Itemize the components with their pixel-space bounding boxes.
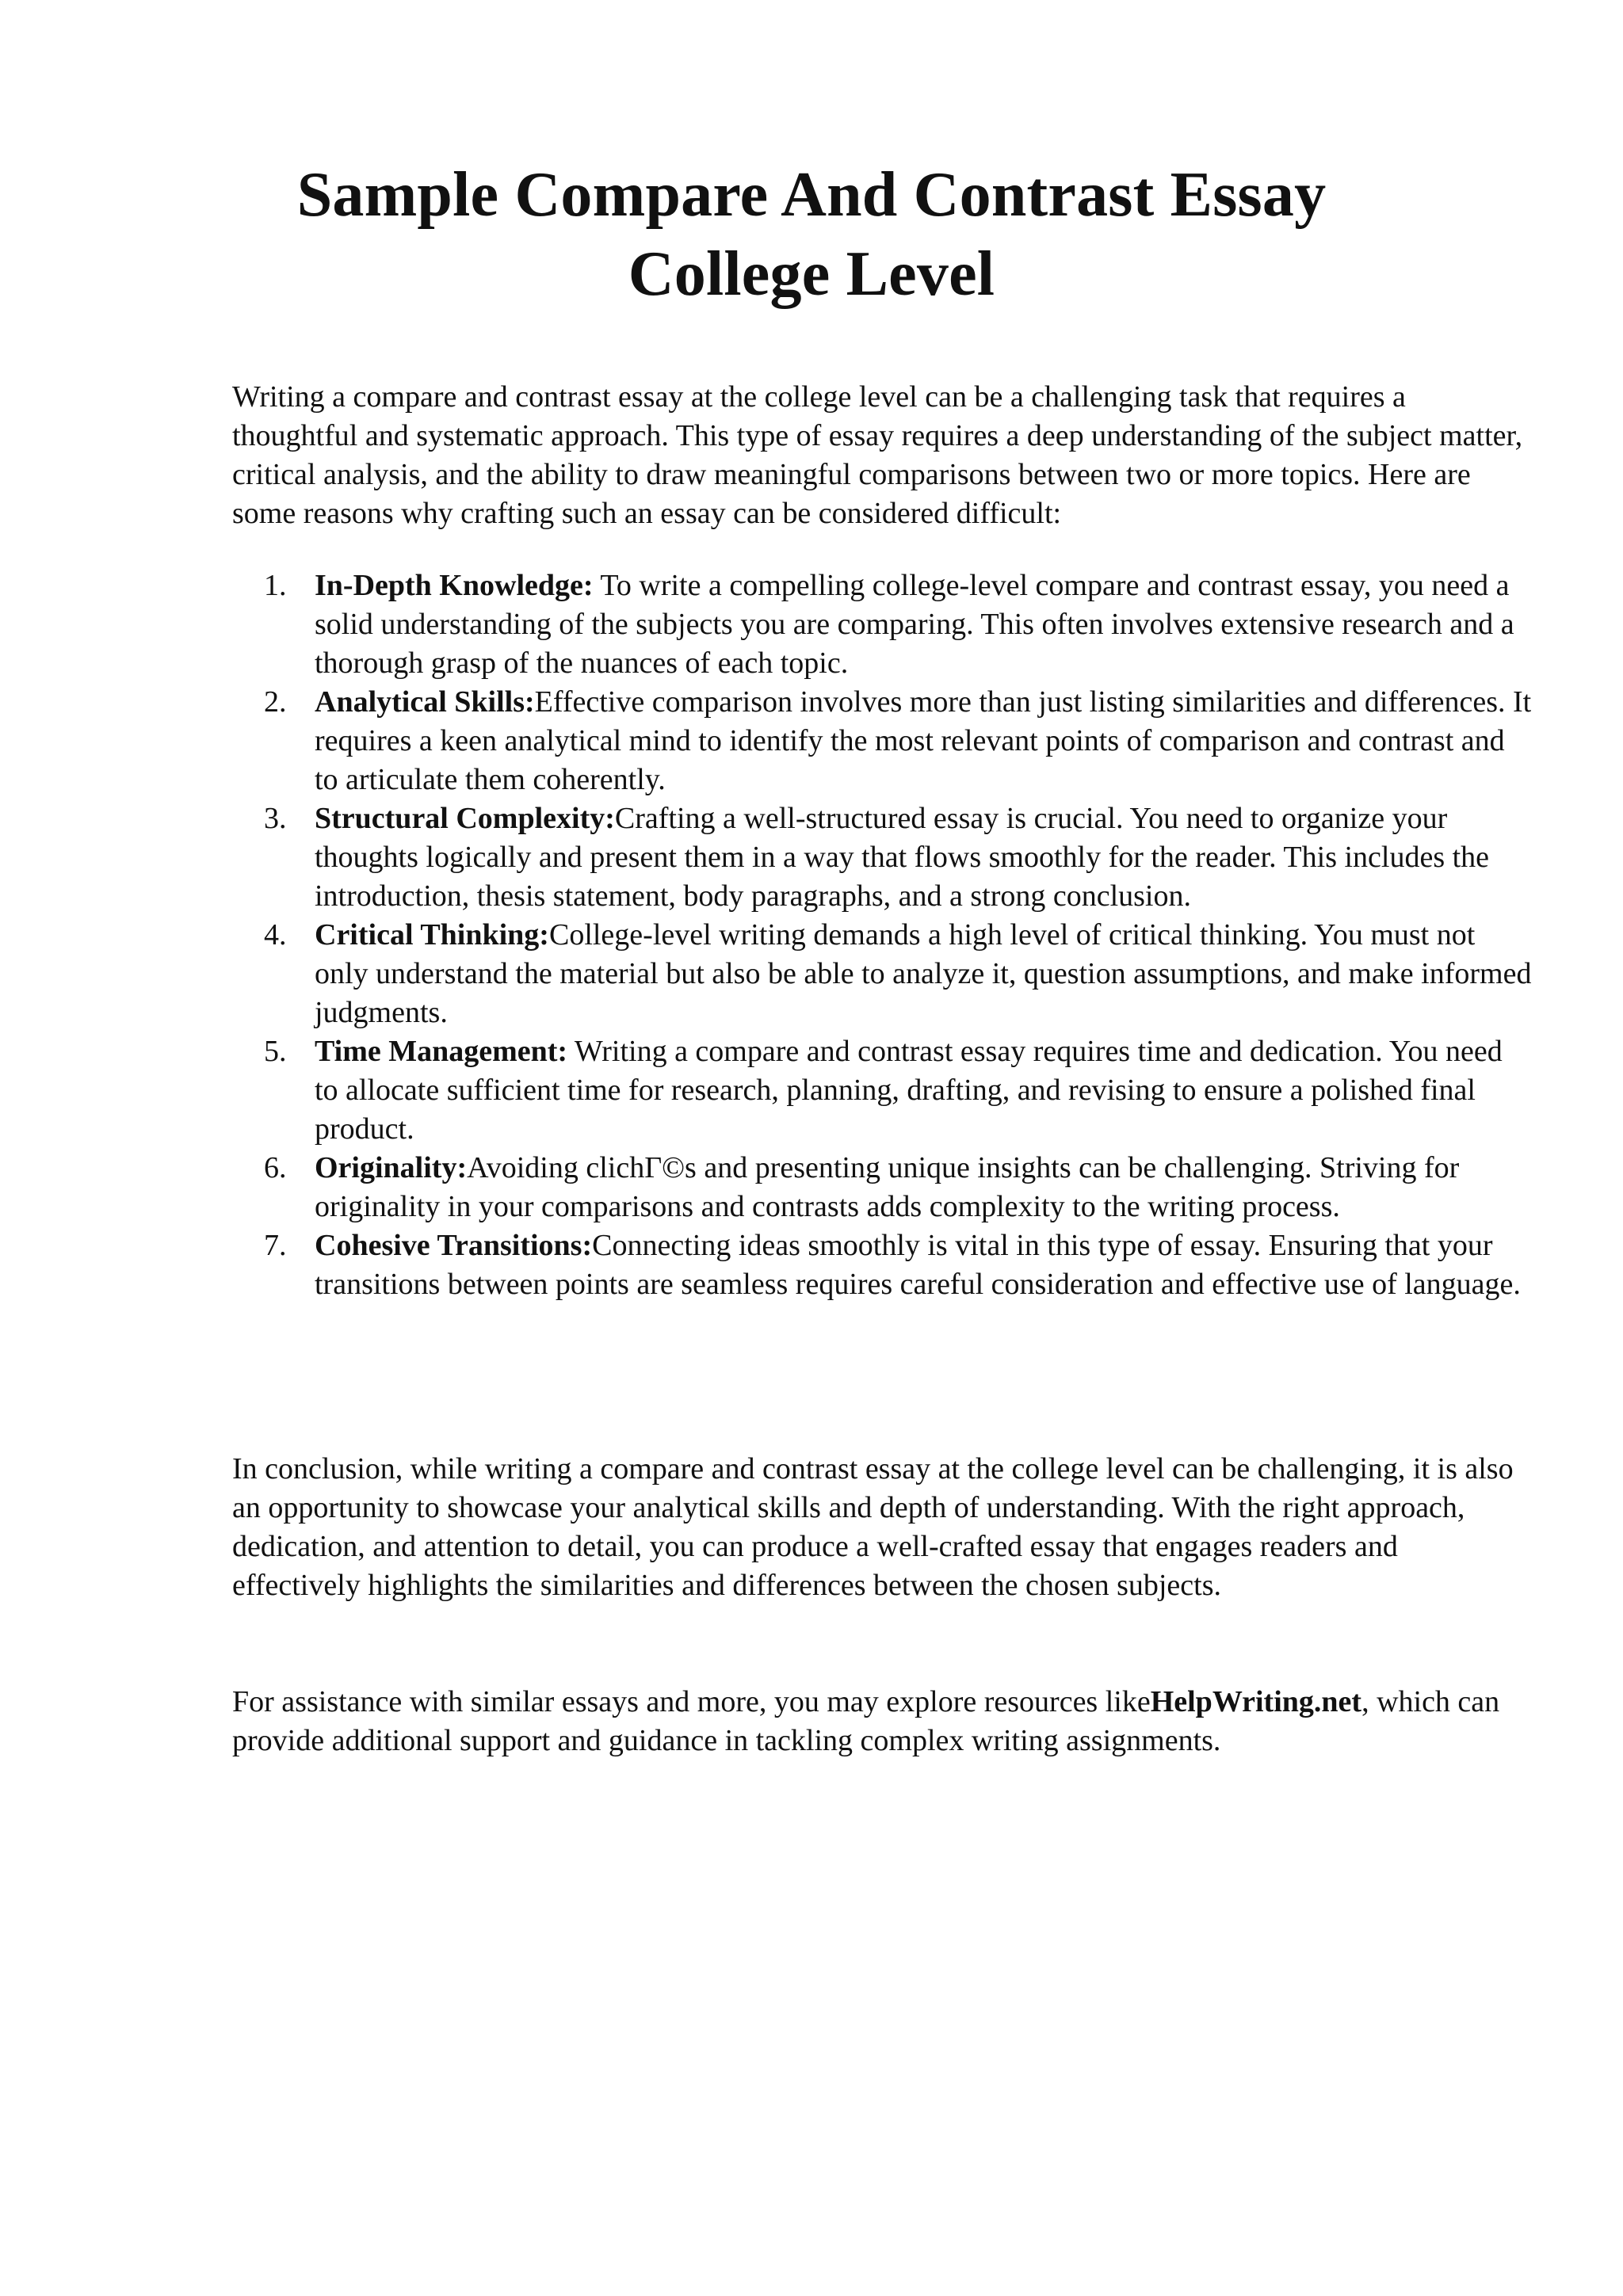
list-item-text: Crafting a well-structured essay is crucial. You need to organize your thoughts logically and present them in a way that flows smoothly for the reader. This includes the introduction, thesis statement, body paragraphs, and a strong conclusion.	[315, 802, 1490, 913]
assistance-text-before: For assistance with similar essays and more, you may explore resources like	[232, 1685, 1151, 1718]
list-item-text: Connecting ideas smoothly is vital in this type of essay. Ensuring that your transitions between points are seamless requires careful consideration and effective use of language.	[315, 1229, 1521, 1301]
list-item-text: To write a compelling college-level compare and contrast essay, you need a solid understanding of the subjects you are comparing. This often involves extensive research and a thorough grasp of the nuances of each topic.	[315, 569, 1514, 680]
intro-paragraph: Writing a compare and contrast essay at the college level can be a challenging task that requires a thoughtful and systematic approach. This type of essay requires a deep understanding of the subject matter, critical analysis, and the ability to draw meaningful comparisons between two or more topics. Here are some reasons why crafting such an essay can be considered difficult:	[232, 380, 1523, 530]
list-item	[232, 799, 1532, 916]
reasons-list	[232, 566, 1532, 1304]
helpwriting-link[interactable]: HelpWriting.net	[1150, 1685, 1362, 1718]
list-item	[232, 683, 1532, 799]
list-item-text: Avoiding clichГ©s and presenting unique insights can be challenging. Striving for originality in your comparisons and contrasts adds complexity to the writing process.	[315, 1151, 1460, 1223]
title-line-1: Sample Compare And Contrast Essay	[296, 160, 1327, 230]
list-item	[232, 566, 1532, 683]
list-item-term: Analytical Skills:	[315, 685, 535, 719]
list-item	[232, 916, 1532, 1032]
list-item-term: Originality:	[315, 1151, 468, 1184]
list-item-number: 4.	[264, 918, 287, 952]
list-item-term: In-Depth Knowledge:	[315, 569, 594, 602]
list-item-number: 3.	[264, 802, 287, 835]
list-item-text: College-level writing demands a high level of critical thinking. You must not only understand the material but also be able to analyze it, question assumptions, and make informed judgments.	[315, 918, 1532, 1029]
list-item-number: 5.	[264, 1035, 287, 1068]
title-line-2: College Level	[628, 239, 995, 309]
assistance-text-after: , which can provide additional support and guidance in tackling complex writing assignments.	[232, 1685, 1500, 1757]
list-item-text: Effective comparison involves more than just listing similarities and differences. It requires a keen analytical mind to identify the most relevant points of comparison and contrast and to articulate them coherently.	[315, 685, 1532, 796]
list-item-number: 2.	[264, 685, 287, 719]
list-item-number: 7.	[264, 1229, 287, 1262]
list-item-text: Writing a compare and contrast essay requires time and dedication. You need to allocate sufficient time for research, planning, drafting, and revising to ensure a polished final product.	[315, 1035, 1503, 1146]
list-item-term: Cohesive Transitions:	[315, 1229, 593, 1262]
list-item-term: Time Management:	[315, 1035, 568, 1068]
list-item	[232, 1149, 1532, 1226]
list-item	[232, 1032, 1532, 1149]
assistance-paragraph	[232, 1683, 1532, 1760]
list-item-number: 1.	[264, 569, 287, 602]
list-item	[232, 1226, 1532, 1304]
document-title	[158, 155, 1465, 314]
list-item-term: Structural Complexity:	[315, 802, 615, 835]
conclusion-paragraph: In conclusion, while writing a compare and contrast essay at the college level can be challenging, it is also an opportunity to showcase your analytical skills and depth of understanding. With the right approach, dedication, and attention to detail, you can produce a well-crafted essay that engages readers and effectively highlights the similarities and differences between the chosen subjects.	[232, 1452, 1514, 1602]
list-item-number: 6.	[264, 1151, 287, 1184]
list-item-term: Critical Thinking:	[315, 918, 549, 952]
